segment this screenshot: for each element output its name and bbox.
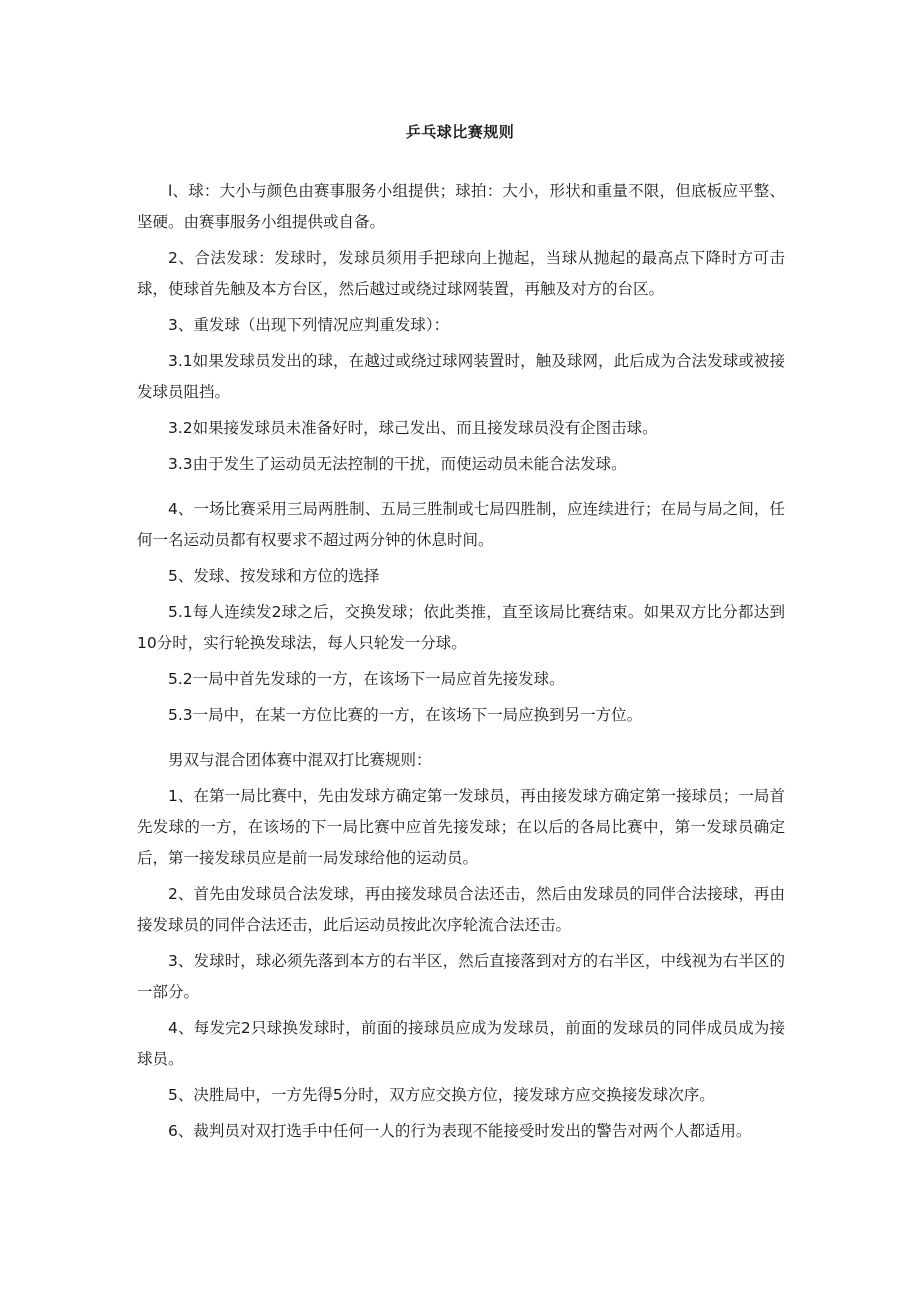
document-title: 乒乓球比赛规则 xyxy=(405,123,515,141)
paragraph-let-3-2: 3.2如果接发球员未准备好时，球己发出、而且接发球员没有企图击球。 xyxy=(168,419,658,437)
paragraph-let-3-1: 3.1如果发球员发出的球，在越过或绕过球网装置时，触及球网，此后成为合法发球或被接发球员阻挡。 xyxy=(137,352,785,401)
paragraph-doubles-4: 4、每发完2只球换发球时，前面的接球员应成为发球员，前面的发球员的同伴成员成为接球员。 xyxy=(137,1019,785,1068)
document-body xyxy=(137,176,785,1147)
paragraph-serve-5-3: 5.3一局中，在某一方位比赛的一方，在该场下一局应换到另一方位。 xyxy=(168,706,643,724)
paragraph-let-heading: 3、重发球（出现下列情况应判重发球）： xyxy=(168,316,450,334)
paragraph-equipment: l、球：大小与颜色由赛事服务小组提供；球拍：大小，形状和重量不限，但底板应平整、坚硬。由赛事服务小组提供或自备。 xyxy=(137,182,785,231)
paragraph-serve-selection-heading: 5、发球、按发球和方位的选择 xyxy=(168,567,380,585)
paragraph-doubles-3: 3、发球时，球必须先落到本方的右半区，然后直接落到对方的右半区，中线视为右半区的一部分。 xyxy=(137,952,785,1001)
paragraph-doubles-1: 1、在第一局比赛中，先由发球方确定第一发球员，再由接发球方确定第一接球员；一局首先发球的一方，在该场的下一局比赛中应首先接发球；在以后的各局比赛中，第一发球员确定后，第一接发球员应是前一局发球给他的运动员。 xyxy=(137,787,785,867)
paragraph-match-format: 4、一场比赛采用三局两胜制、五局三胜制或七局四胜制，应连续进行；在局与局之间，任何一名运动员都有权要求不超过两分钟的休息时间。 xyxy=(137,500,785,549)
paragraph-legal-serve: 2、合法发球：发球时，发球员须用手把球向上抛起，当球从抛起的最高点下降时方可击球，使球首先触及本方台区，然后越过或绕过球网装置，再触及对方的台区。 xyxy=(137,249,785,298)
paragraph-serve-5-1: 5.1每人连续发2球之后，交换发球；依此类推，直至该局比赛结束。如果双方比分都达到10分时，实行轮换发球法，每人只轮发一分球。 xyxy=(137,603,785,652)
paragraph-let-3-3: 3.3由于发生了运动员无法控制的干扰，而使运动员未能合法发球。 xyxy=(168,455,627,473)
paragraph-doubles-heading: 男双与混合团体赛中混双打比赛规则： xyxy=(168,751,432,769)
paragraph-doubles-6: 6、裁判员对双打选手中任何一人的行为表现不能接受时发出的警告对两个人都适用。 xyxy=(168,1122,752,1140)
paragraph-doubles-2: 2、首先由发球员合法发球，再由接发球员合法还击，然后由发球员的同伴合法接球，再由接发球员的同伴合法还击，此后运动员按此次序轮流合法还击。 xyxy=(137,885,785,934)
paragraph-serve-5-2: 5.2一局中首先发球的一方，在该场下一局应首先接发球。 xyxy=(168,670,565,688)
paragraph-doubles-5: 5、决胜局中，一方先得5分时，双方应交换方位，接发球方应交换接发球次序。 xyxy=(168,1086,715,1104)
